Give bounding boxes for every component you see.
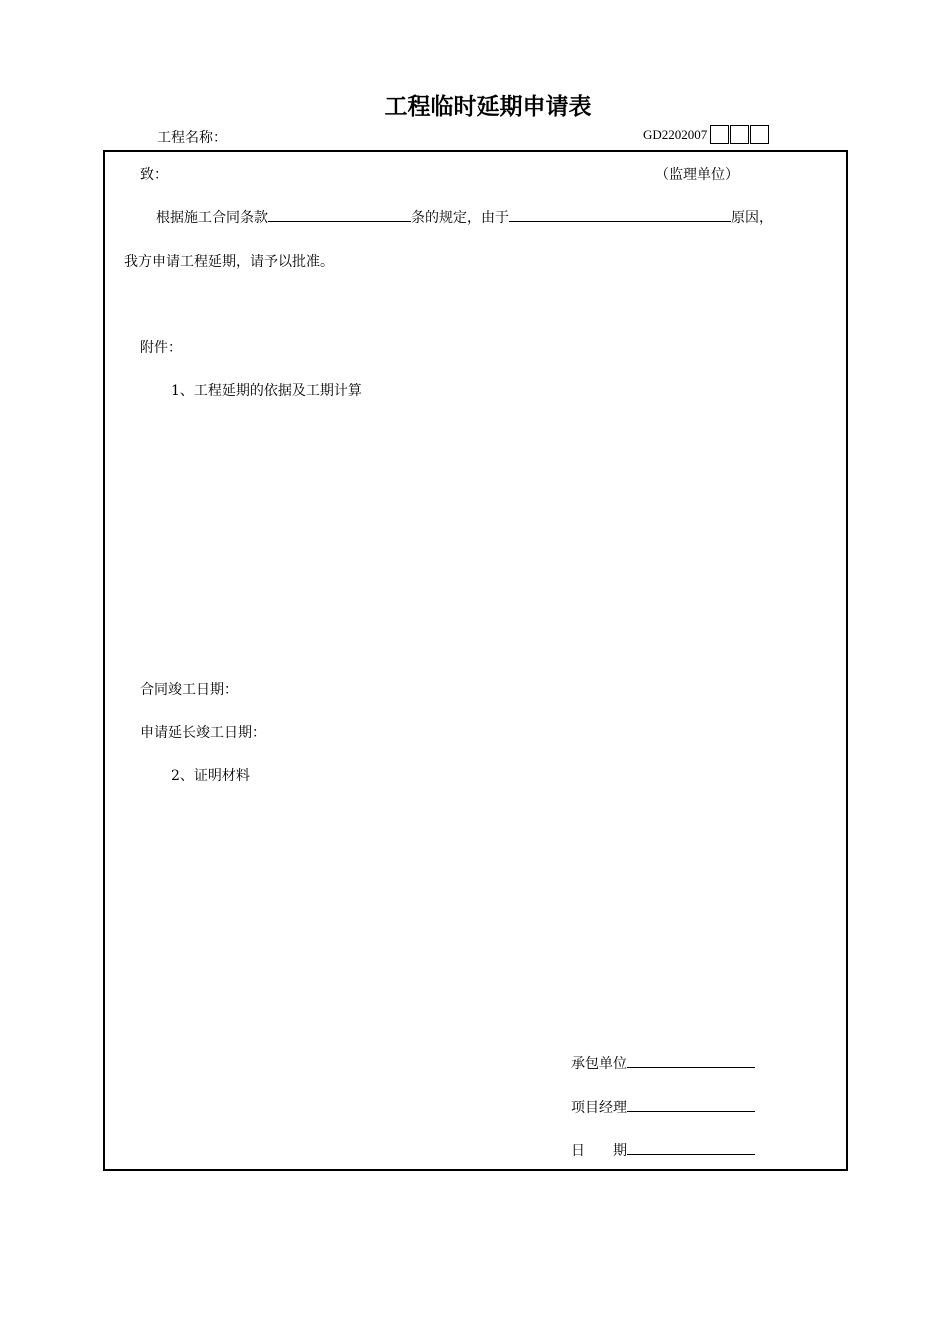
page-title: 工程临时延期申请表: [384, 94, 592, 120]
contractor-blank[interactable]: [627, 1053, 755, 1068]
form-code: GD2202007: [643, 126, 708, 142]
para-line2: 我方申请工程延期，请予以批准。: [124, 254, 334, 270]
application-paragraph: [156, 207, 773, 227]
date-blank[interactable]: [627, 1140, 755, 1155]
code-box-1[interactable]: [710, 125, 729, 144]
project-name-label: 工程名称：: [157, 130, 227, 146]
extended-completion-label: 申请延长竣工日期：: [140, 725, 266, 741]
contract-clause-blank[interactable]: [268, 207, 411, 222]
code-box-2[interactable]: [730, 125, 749, 144]
contractor-label: 承包单位: [571, 1056, 627, 1072]
attachments-label: 附件：: [140, 340, 182, 356]
form-frame: [103, 150, 848, 1171]
manager-blank[interactable]: [627, 1097, 755, 1112]
para-part2: 条的规定，由于: [411, 210, 509, 226]
contract-completion-label: 合同竣工日期：: [140, 682, 238, 698]
reason-blank[interactable]: [509, 207, 731, 222]
attachment-item-2: 2、证明材料: [171, 768, 250, 784]
manager-row: [571, 1097, 755, 1117]
para-part1: 根据施工合同条款: [156, 210, 268, 226]
to-label: 致：: [140, 167, 168, 183]
manager-label: 项目经理: [571, 1100, 627, 1116]
date-row: [571, 1140, 755, 1160]
code-box-3[interactable]: [750, 125, 769, 144]
date-label: 日 期: [571, 1143, 627, 1159]
attachment-item-1: 1、工程延期的依据及工期计算: [171, 383, 362, 399]
contractor-row: [571, 1053, 755, 1073]
form-code-group: [643, 125, 769, 144]
para-part3: 原因，: [731, 210, 773, 226]
supervisor-hint: （监理单位）: [655, 167, 739, 183]
